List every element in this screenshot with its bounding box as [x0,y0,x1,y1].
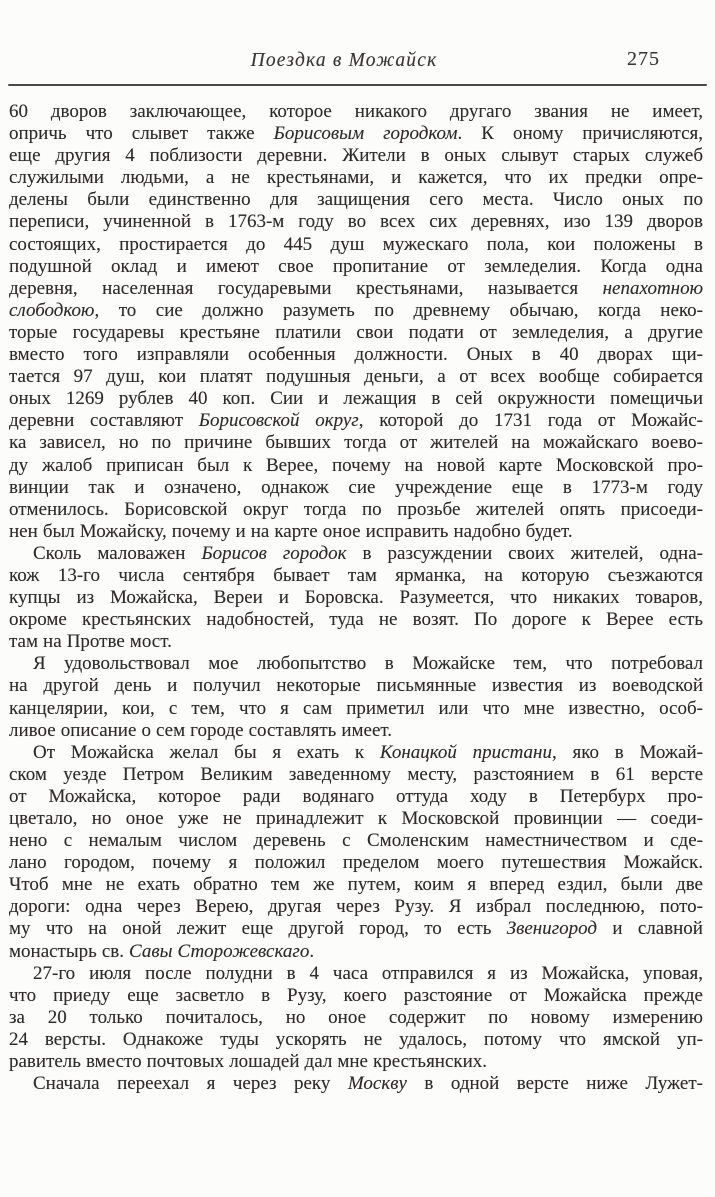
text-run: монастырь св. [9,940,130,962]
text-line [9,675,703,697]
text-run: служилыми людьми, а не крестьянами, и кажется, что их предки опре- [9,167,703,189]
text-line [9,587,703,609]
text-line [9,278,703,300]
paragraph [9,543,703,653]
italic-text-run: Борисовым городком [273,123,458,145]
text-block [9,101,703,1095]
text-run: оных 1269 рублев 40 коп. Сии и лежащия в сей окружности помещичьи [9,388,703,410]
text-line [9,852,703,874]
running-head [8,50,704,78]
text-line [9,410,703,432]
text-line [9,344,703,366]
text-run: От Можайска желал бы я ехать к [33,741,380,763]
text-line [9,720,703,742]
text-run: Сначала переехал я через реку [33,1073,348,1095]
paragraph [9,1073,703,1095]
text-run: нено с немалым числом деревень с Смоленским наместничеством и сде- [9,830,703,852]
text-run: лано городом, почему я положил пределом моего путешествия Можайск. [9,852,703,874]
text-run: тается 97 душ, кои платят подушныя деньги, а от всех вообще собирается [9,366,703,388]
italic-text-run: Звенигород [506,918,598,940]
text-run: переписи, учиненной в 1763-м году во всех сих деревнях, изо 139 дворов [9,211,703,233]
text-run: деревни составляют [9,410,199,432]
text-run: еще другия 4 поблизости деревни. Жители в оных слывут старых служеб [9,145,703,167]
text-run: за 20 только почиталось, но оное содержит по новому измерению [9,1006,703,1028]
text-line [9,698,703,720]
text-run: Я удовольствовал мое любопытство в Можайске тем, что потребовал [33,653,703,675]
text-run: ка зависел, но по причине бывших тогда от жителей на можайскаго воево- [9,432,703,454]
text-line [9,609,703,631]
paragraph [9,963,703,1073]
text-run: кож 13-го числа сентября бывает там ярманка, на которую съезжаются [9,564,703,586]
text-run: му что на оной лежит еще другой город, то есть [9,918,507,940]
text-run: Сколь маловажен [33,542,202,564]
text-run: , яко в Можай- [551,741,703,763]
text-run: винции так и означено, однакож сие учреждение еще в 1773-м году [9,476,703,498]
text-line [9,101,703,123]
text-line [9,830,703,852]
text-run: окроме крестьянских надобностей, туда не возят. По дороге к Верее есть [9,609,703,631]
text-line [9,896,703,918]
text-run: на другой день и получил некоторые письмянные известия из воеводской [9,675,703,697]
text-line [9,764,703,786]
text-line [9,742,703,764]
text-line [9,123,703,145]
text-run: состоящих, простирается до 445 душ мужескаго пола, кои положены в [9,233,703,255]
text-line [9,874,703,896]
text-line [9,1051,703,1073]
text-run: в одной версте ниже Лужет- [406,1073,703,1095]
italic-text-run: Борисов городок [201,542,347,564]
text-run: нен был Можайску, почему и на карте оное исправить надобно будет. [9,520,573,542]
text-line [9,565,703,587]
text-run: 27-го июля после полудни в 4 часа отправился я из Можайска, уповая, [33,962,703,984]
paragraph [9,653,703,741]
text-run: , которой до 1731 года от Можайс- [358,410,703,432]
text-line [9,808,703,830]
text-run: от Можайска, которое ради водянаго оттуда ходу в Петербурх про- [9,785,703,807]
text-line [9,145,703,167]
text-line [9,300,703,322]
text-line [9,432,703,454]
text-line [9,1029,703,1051]
text-run: отменилось. Борисовской округ тогда по прозьбе жителей опять присоеди- [9,498,703,520]
text-line [9,256,703,278]
text-line [9,786,703,808]
text-line [9,366,703,388]
text-line [9,1073,703,1095]
text-line [9,521,703,543]
text-line [9,985,703,1007]
text-run: в разсуждении своих жителей, одна- [346,542,703,564]
text-line [9,189,703,211]
paragraph [9,101,703,543]
text-line [9,499,703,521]
text-line [9,1007,703,1029]
italic-text-run: непахотною [602,277,703,299]
text-line [9,455,703,477]
text-run: вместо того изправляли особенныя должности. Оных в 40 дворах щи- [9,344,703,366]
text-run: , то сие должно разуметь по древнему обычаю, когда неко- [94,299,703,321]
italic-text-run: Борисовской округ [198,410,359,432]
text-run: ливое описание о сем городе составлять имеет. [9,719,393,741]
page-number: 275 [627,48,660,70]
text-run: купцы из Можайска, Вереи и Боровска. Разумеется, что никаких товаров, [9,587,703,609]
text-run: . К оному причисляются, [457,123,703,145]
paragraph [9,742,703,963]
text-run: цветало, но оное уже не принадлежит к Московской провинции — соеди- [9,808,703,829]
text-run: ду жалоб приписан был к Верее, почему на новой карте Московской про- [9,454,703,476]
text-run: дороги: одна через Верею, другая через Рузу. Я избрал последнюю, пото- [9,896,703,918]
page-title: Поездка в Можайск [250,50,438,71]
text-run: 24 версты. Однакоже туды ускорять не удалось, потому что ямской уп- [9,1028,703,1050]
text-line [9,211,703,233]
text-run: опричь что слывет также [9,123,274,145]
text-run: равитель вместо почтовых лошадей дал мне крестьянских. [9,1051,488,1073]
text-line [9,167,703,189]
text-run: что приеду еще засветло в Рузу, коего разстояние от Можайска прежде [9,984,703,1006]
text-run: и славной [597,918,703,940]
italic-text-run: слободкою [9,299,95,321]
text-run: . [309,940,315,962]
text-line [9,941,703,963]
text-run: Чтоб мне не ехать обратно тем же путем, коим я вперед ездил, были две [9,874,703,896]
text-run: 60 дворов заключающее, которое никакого другаго звания не имеет, [9,101,703,122]
text-run: подушной оклад и имеют свое пропитание от земледелия. Когда одна [9,255,703,277]
text-run: ском уезде Петром Великим заведенному месту, разстоянием в 61 версте [9,763,703,785]
text-run: делены были единственно для защищения сего места. Число оных по [9,189,703,211]
italic-text-run: Москву [347,1073,407,1095]
text-line [9,918,703,940]
text-run: там на Протве мост. [9,631,172,653]
text-line [9,477,703,499]
text-line [9,631,703,653]
text-line [9,543,703,565]
text-run: торые государевы крестьяне платили свои подати от земледелия, а другие [9,321,703,343]
text-line [9,322,703,344]
italic-text-run: Савы Сторожевскаго [129,940,310,962]
text-line [9,234,703,256]
text-line [9,963,703,985]
text-line [9,388,703,410]
text-run: канцелярии, кои, с тем, что я сам приметил или что мне известно, особ- [9,697,703,719]
italic-text-run: Конацкой пристани [379,741,552,763]
text-line [9,653,703,675]
text-run: деревня, населенная государевыми крестьянами, называется [9,277,603,299]
header-rule [8,84,707,86]
